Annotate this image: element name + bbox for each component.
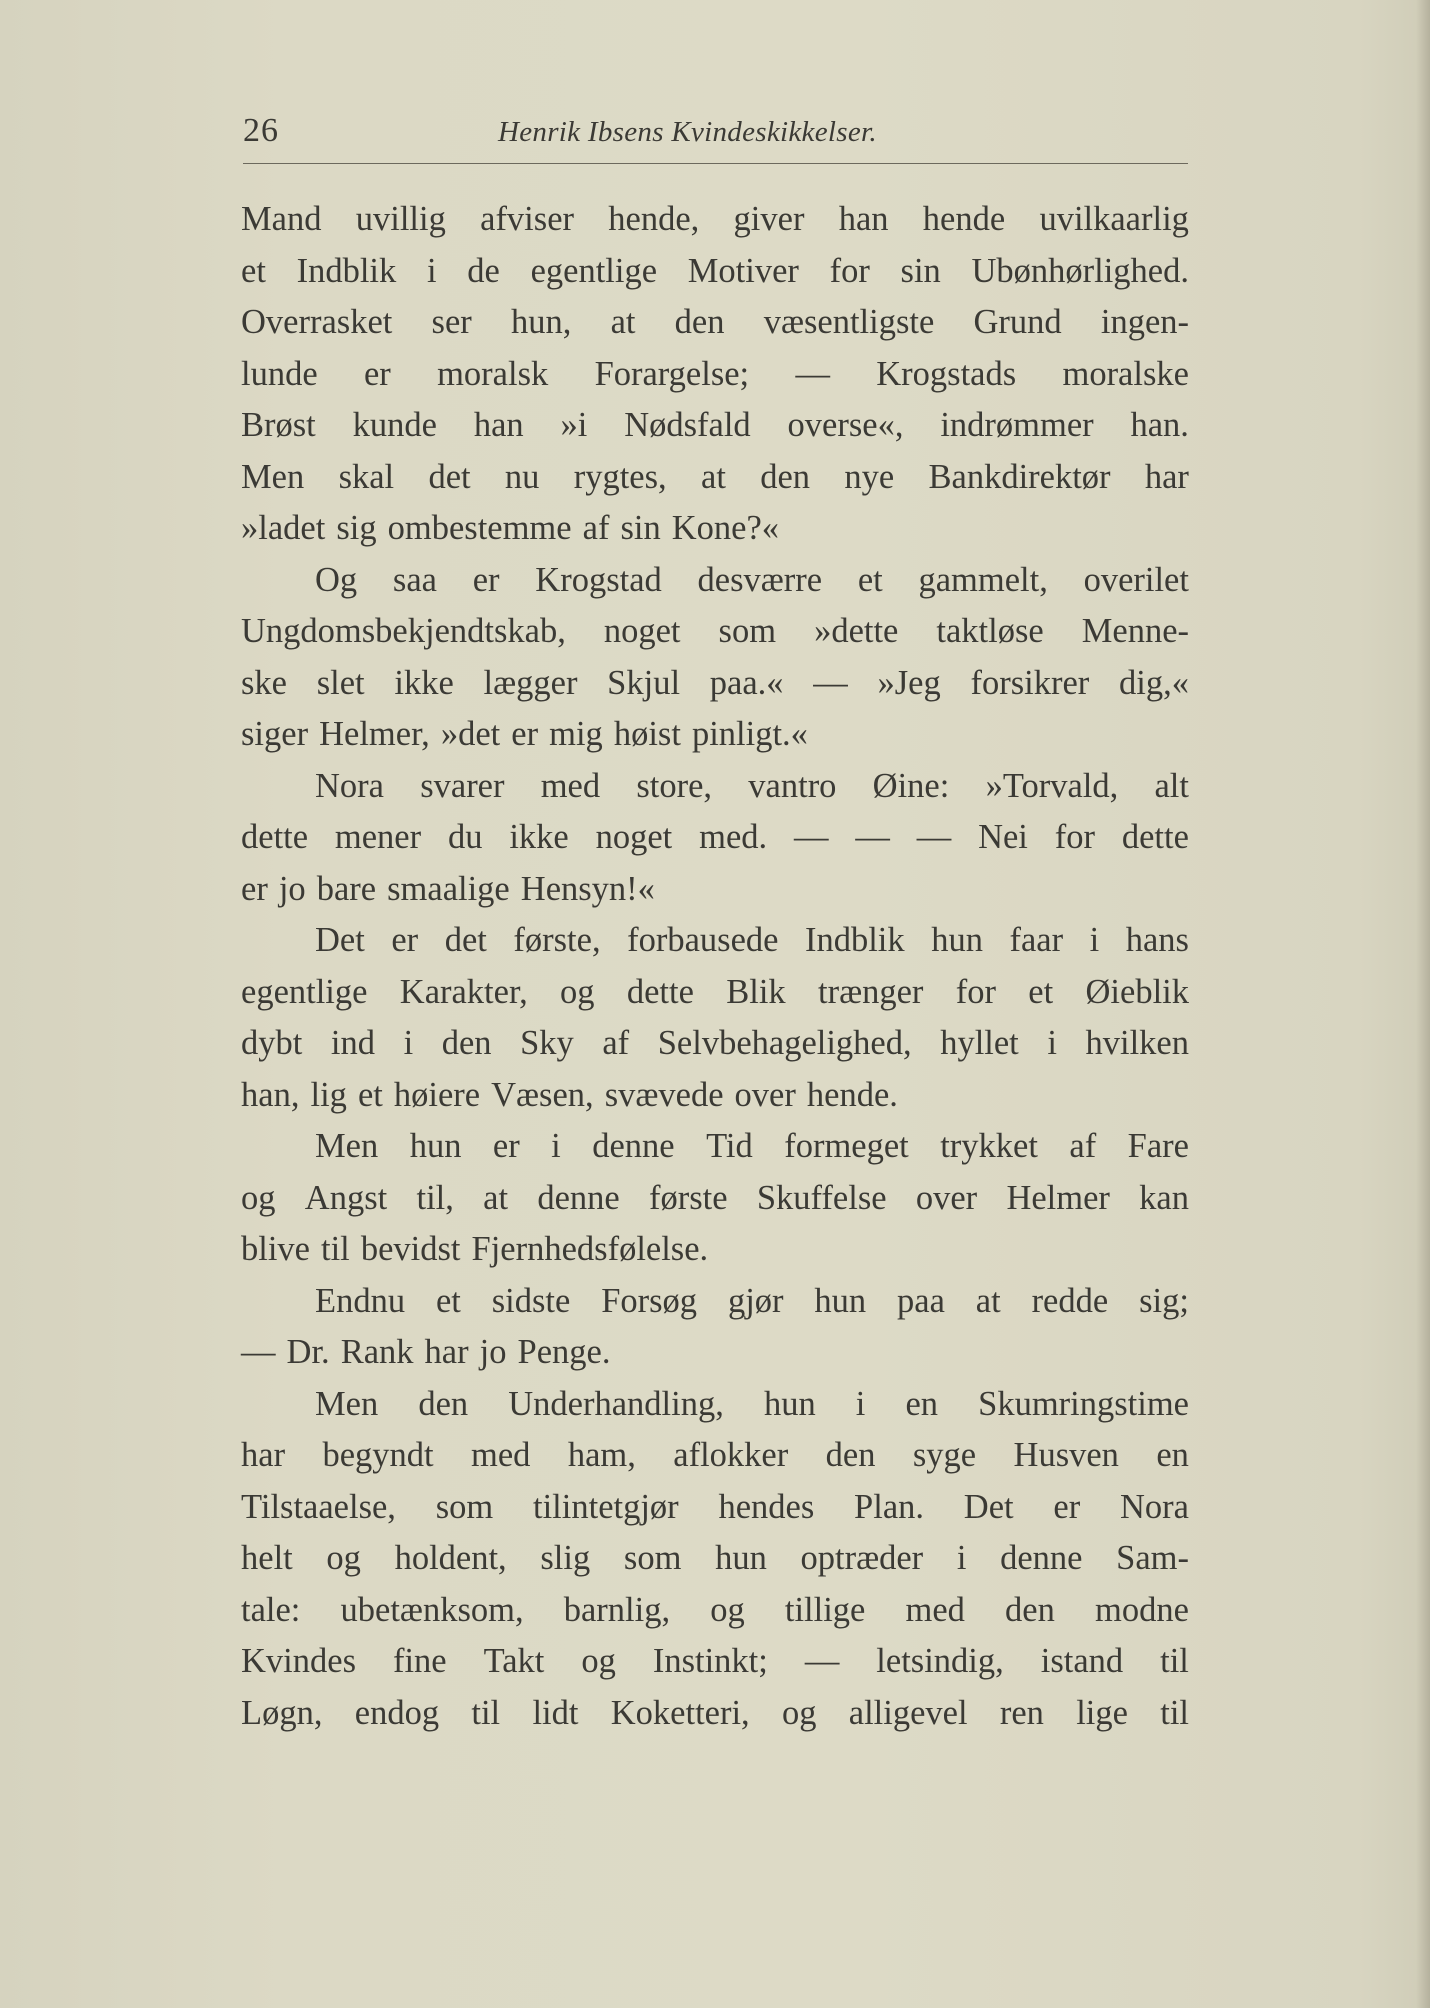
text-line: ske slet ikke lægger Skjul paa.« — »Jeg forsikrer dig,« <box>241 663 1189 702</box>
text-line: Men den Underhandling, hun i en Skumringstime <box>315 1384 1189 1423</box>
text-line: Kvindes fine Takt og Instinkt; — letsindig, istand til <box>241 1642 1189 1680</box>
text-line: »ladet sig ombestemme af sin Kone?« <box>241 509 780 547</box>
text-line: Nora svarer med store, vantro Øine: »Torvald, alt <box>315 766 1189 805</box>
text-line: blive til bevidst Fjernhedsfølelse. <box>241 1230 709 1268</box>
text-line: er jo bare smaalige Hensyn!« <box>241 869 655 908</box>
body-text <box>241 194 1189 1739</box>
text-line: Mand uvillig afviser hende, giver han hende uvilkaarlig <box>241 200 1189 238</box>
text-line: Ungdomsbekjendtskab, noget som »dette taktløse Menne- <box>241 612 1189 650</box>
header-rule <box>243 163 1188 164</box>
text-line: Det er det første, forbausede Indblik hun faar i hans <box>315 921 1189 959</box>
text-line: egentlige Karakter, og dette Blik trænger for et Øieblik <box>241 972 1189 1011</box>
text-line: et Indblik i de egentlige Motiver for sin Ubønhørlighed. <box>241 251 1189 290</box>
text-line: han, lig et høiere Væsen, svævede over hende. <box>241 1075 898 1114</box>
text-line: — Dr. Rank har jo Penge. <box>241 1333 611 1371</box>
page-number: 26 <box>243 112 279 149</box>
text-line: Brøst kunde han »i Nødsfald overse«, indrømmer han. <box>241 406 1189 444</box>
text-line: lunde er moralsk Forargelse; — Krogstads moralske <box>241 354 1189 393</box>
text-line: tale: ubetænksom, barnlig, og tillige med den modne <box>241 1590 1189 1629</box>
text-line: har begyndt med ham, aflokker den syge Husven en <box>241 1436 1189 1474</box>
running-title: Henrik Ibsens Kvindeskikkelser. <box>498 116 877 148</box>
text-line: siger Helmer, »det er mig høist pinligt.« <box>241 715 808 753</box>
text-line: Men skal det nu rygtes, at den nye Bankdirektør har <box>241 457 1189 496</box>
page-edge-shadow <box>1416 0 1430 2008</box>
text-line: Men hun er i denne Tid formeget trykket af Fare <box>315 1127 1189 1165</box>
text-line: Løgn, endog til lidt Koketteri, og alligevel ren lige til <box>241 1693 1189 1732</box>
text-line: helt og holdent, slig som hun optræder i denne Sam- <box>241 1539 1189 1577</box>
text-line: Endnu et sidste Forsøg gjør hun paa at redde sig; <box>315 1281 1189 1320</box>
page-header <box>243 112 1188 164</box>
text-line: og Angst til, at denne første Skuffelse over Helmer kan <box>241 1178 1189 1217</box>
text-line: Og saa er Krogstad desværre et gammelt, overilet <box>315 560 1189 599</box>
text-line: dybt ind i den Sky af Selvbehagelighed, hyllet i hvilken <box>241 1024 1189 1062</box>
text-line: Overrasket ser hun, at den væsentligste Grund ingen- <box>241 303 1189 341</box>
text-line: Tilstaaelse, som tilintetgjør hendes Plan. Det er Nora <box>241 1487 1189 1526</box>
text-line: dette mener du ikke noget med. — — — Nei for dette <box>241 818 1189 856</box>
